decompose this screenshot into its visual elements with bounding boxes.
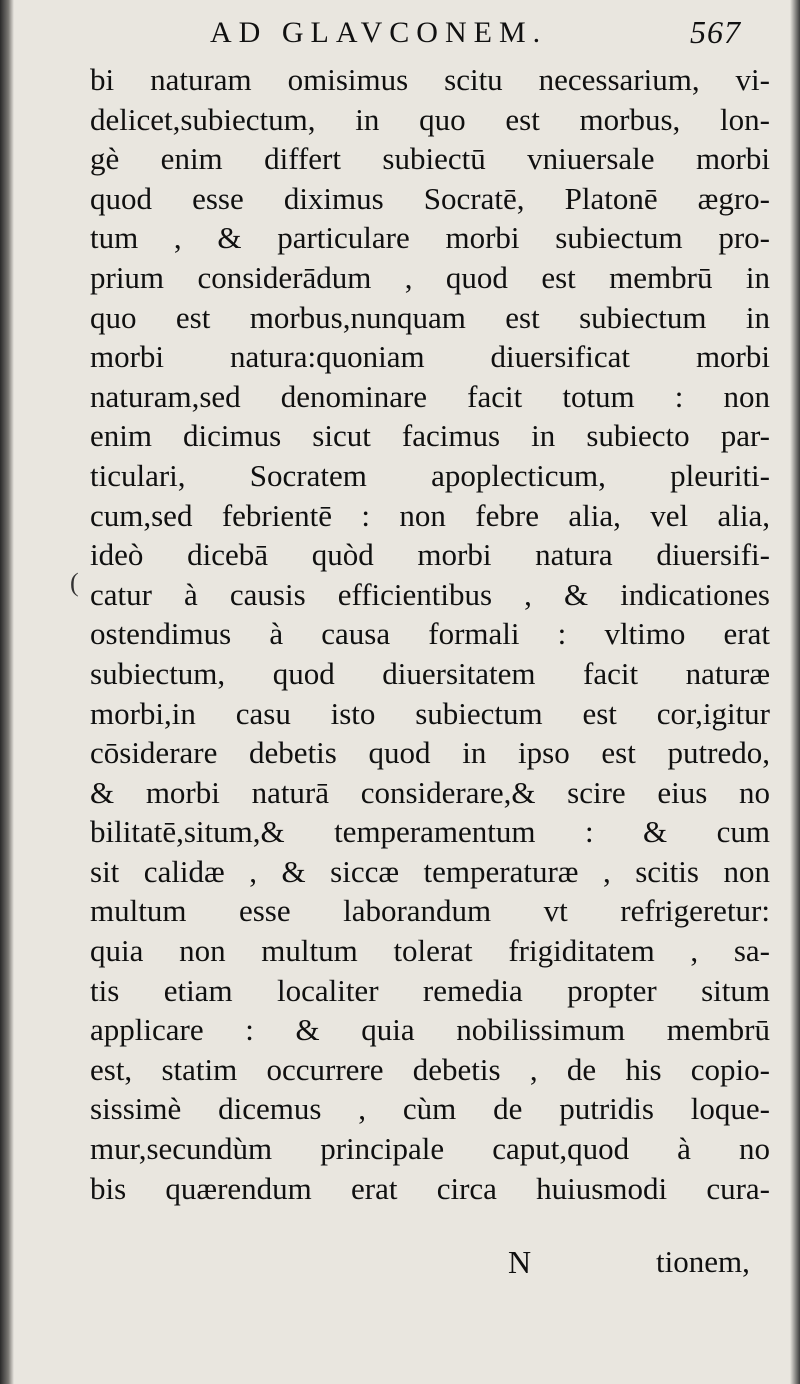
margin-mark: ( — [70, 568, 79, 597]
text-line: quo est morbus,nunquam est subiectum in — [90, 299, 770, 335]
text-line: cum,sed febrientē : non febre alia, vel alia, — [90, 497, 770, 533]
text-line: delicet,subiectum, in quo est morbus, lon- — [90, 101, 770, 137]
text-line: ideò dicebā quòd morbi natura diuersifi- — [90, 537, 770, 573]
text-line: quod esse diximus Socratē, Platonē ægro- — [90, 180, 770, 216]
text-line: catur à causis efficientibus , & indicationes — [90, 576, 770, 612]
text-line: enim dicimus sicut facimus in subiecto par- — [90, 418, 770, 454]
running-head: AD GLAVCONEM. — [210, 16, 548, 49]
catchword: tionem, — [656, 1244, 750, 1279]
text-line: tis etiam localiter remedia propter situm — [90, 972, 770, 1008]
text-line: tum , & particulare morbi subiectum pro- — [90, 220, 770, 256]
text-line: morbi natura:quoniam diuersificat morbi — [90, 339, 770, 375]
text-line: naturam,sed denominare facit totum : non — [90, 378, 770, 414]
text-line: subiectum, quod diuersitatem facit naturæ — [90, 655, 770, 691]
body-text — [90, 60, 770, 1208]
text-line: prium considerādum , quod est membrū in — [90, 259, 770, 295]
page-edge — [790, 0, 800, 1384]
gutter-shadow — [0, 0, 14, 1384]
signature-mark: N — [508, 1244, 532, 1280]
text-line: quia non multum tolerat frigiditatem , sa- — [90, 933, 770, 969]
text-line: mur,secundùm principale caput,quod à no — [90, 1131, 770, 1167]
text-line: bi naturam omisimus scitu necessarium, vi- — [90, 62, 770, 97]
text-line: sit calidæ , & siccæ temperaturæ , scitis non — [90, 853, 770, 889]
text-line: bilitatē,situm,& temperamentum : & cum — [90, 814, 770, 850]
page-footer — [90, 1244, 770, 1288]
text-line: bis quærendum erat circa huiusmodi cura- — [90, 1170, 770, 1206]
page-header — [0, 14, 800, 54]
text-line: ticulari, Socratem apoplecticum, pleuriti- — [90, 457, 770, 493]
text-line: est, statim occurrere debetis , de his copio- — [90, 1051, 770, 1087]
text-line: cōsiderare debetis quod in ipso est putredo, — [90, 735, 770, 771]
text-line: ostendimus à causa formali : vltimo erat — [90, 616, 770, 652]
text-line: morbi,in casu isto subiectum est cor,igitur — [90, 695, 770, 731]
text-line: applicare : & quia nobilissimum membrū — [90, 1012, 770, 1048]
text-line: & morbi naturā considerare,& scire eius no — [90, 774, 770, 810]
text-line: multum esse laborandum vt refrigeretur: — [90, 893, 770, 929]
page-number: 567 — [690, 14, 741, 50]
text-line: gè enim differt subiectū vniuersale morbi — [90, 141, 770, 177]
text-line: sissimè dicemus , cùm de putridis loque- — [90, 1091, 770, 1127]
